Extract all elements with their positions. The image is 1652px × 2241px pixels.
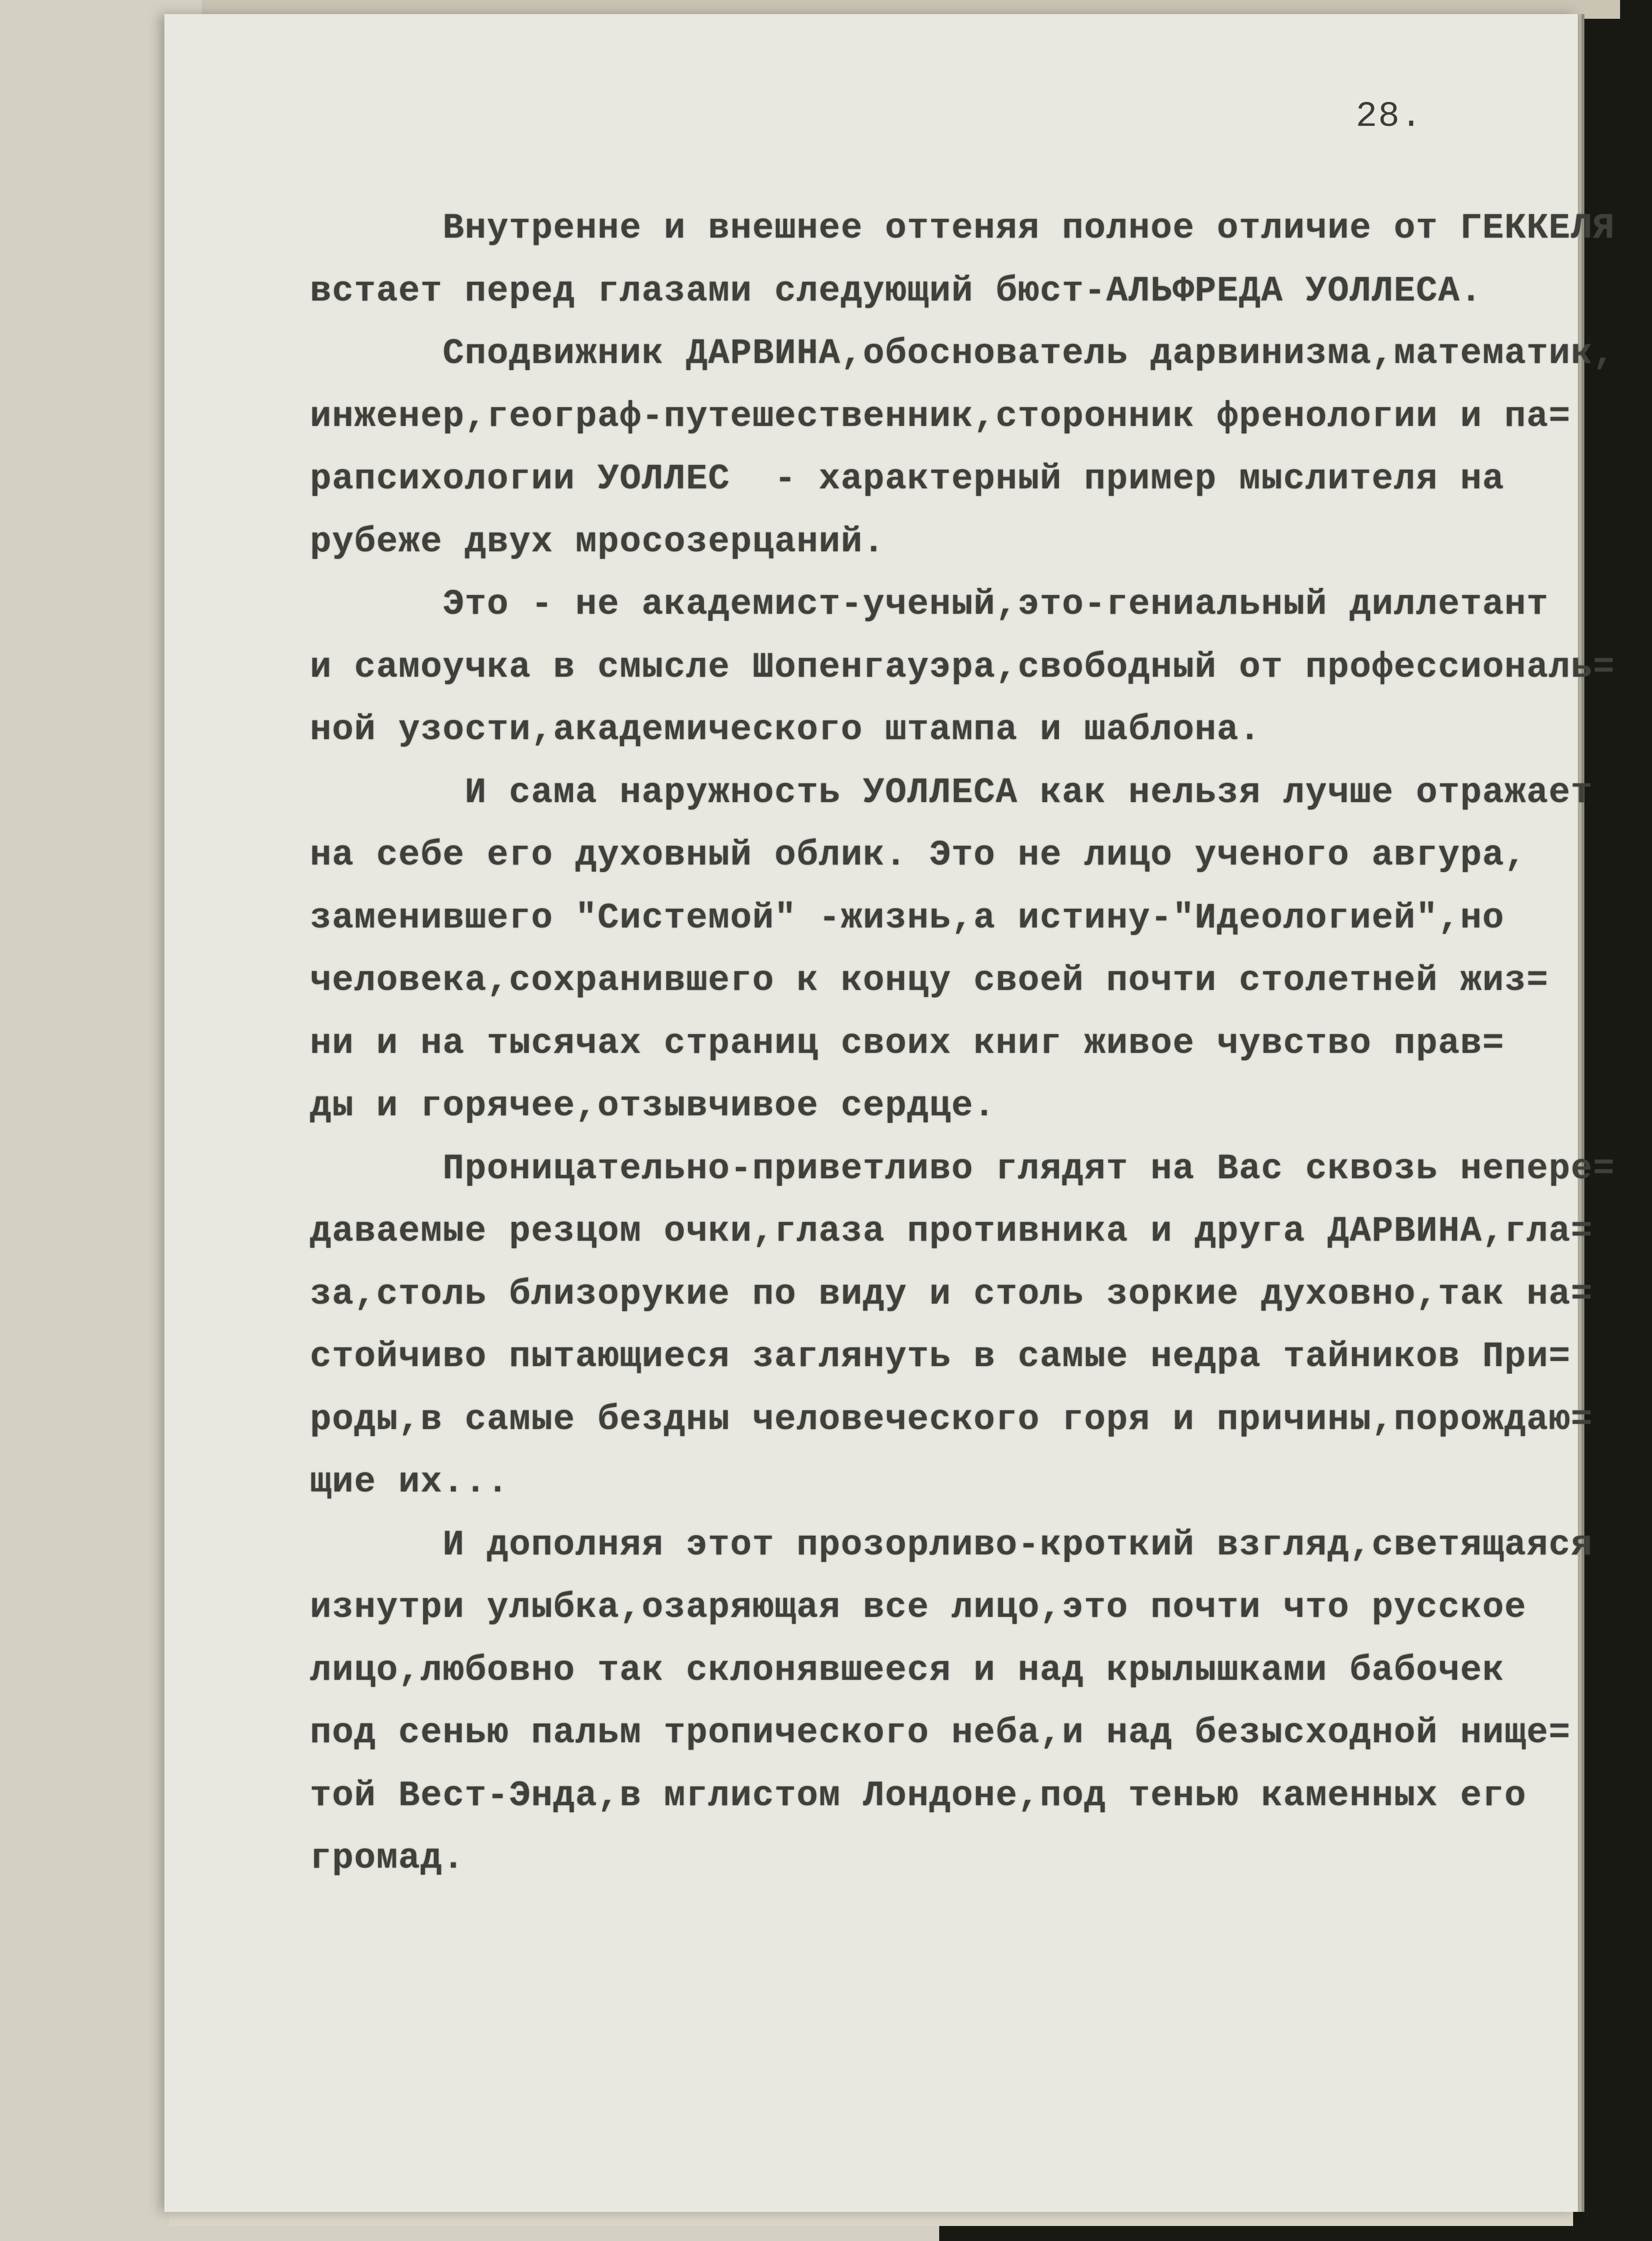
page-number: 28. <box>1356 96 1423 137</box>
text-line: под сенью пальм тропического неба,и над безысходной нище= <box>310 1713 1571 1753</box>
text-line: даваемые резцом очки,глаза противника и друга ДАРВИНА,гла= <box>310 1211 1593 1252</box>
text-line: И дополняя этот прозорливо-кроткий взгляд,светящаяся <box>310 1524 1593 1565</box>
text-line: щие их... <box>310 1462 509 1502</box>
text-line: за,столь близорукие по виду и столь зоркие духовно,так на= <box>310 1274 1593 1314</box>
text-line: ды и горячее,отзывчивое сердце. <box>310 1086 996 1126</box>
text-line: встает перед глазами следующий бюст-АЛЬФРЕДА УОЛЛЕСА. <box>310 270 1482 311</box>
text-line: И сама наружность УОЛЛЕСА как нельзя лучше отражает <box>310 772 1593 813</box>
text-line: изнутри улыбка,озаряющая все лицо,это почти что русское <box>310 1587 1527 1628</box>
text-line: стойчиво пытающиеся заглянуть в самые недра тайников При= <box>310 1337 1571 1377</box>
text-line: заменившего "Системой" -жизнь,а истину-"Идеологией",но <box>310 897 1505 938</box>
typewritten-page <box>164 14 1615 2212</box>
text-line: Сподвижник ДАРВИНА,обоснователь дарвинизма,математик, <box>310 333 1615 374</box>
text-line: Это - не академист-ученый,это-гениальный диллетант <box>310 584 1549 625</box>
text-line: рубеже двух мросозерцаний. <box>310 521 885 562</box>
text-line: человека,сохранившего к концу своей почти столетней жиз= <box>310 960 1549 1001</box>
text-line: роды,в самые бездны человеческого горя и причины,порождаю= <box>310 1399 1593 1440</box>
text-line: рапсихологии УОЛЛЕС - характерный пример мыслителя на <box>310 459 1505 499</box>
text-line: той Вест-Энда,в мглистом Лондоне,под тенью каменных его <box>310 1775 1527 1816</box>
page-body <box>310 197 1615 1890</box>
text-line: на себе его духовный облик. Это не лицо ученого авгура, <box>310 835 1527 875</box>
text-line: Внутренне и внешнее оттеняя полное отличие от ГЕККЕЛЯ <box>310 208 1615 248</box>
text-line: лицо,любовно так склонявшееся и над крылышками бабочек <box>310 1650 1505 1691</box>
text-line: Проницательно-приветливо глядят на Вас сквозь непере= <box>310 1148 1615 1189</box>
text-line: ни и на тысячах страниц своих книг живое чувство прав= <box>310 1023 1505 1064</box>
text-line: ной узости,академического штампа и шаблона. <box>310 710 1261 750</box>
text-line: и самоучка в смысле Шопенгауэра,свободный от профессиональ= <box>310 647 1615 688</box>
text-line: инженер,географ-путешественник,сторонник френологии и па= <box>310 396 1571 437</box>
text-line: громад. <box>310 1838 465 1878</box>
